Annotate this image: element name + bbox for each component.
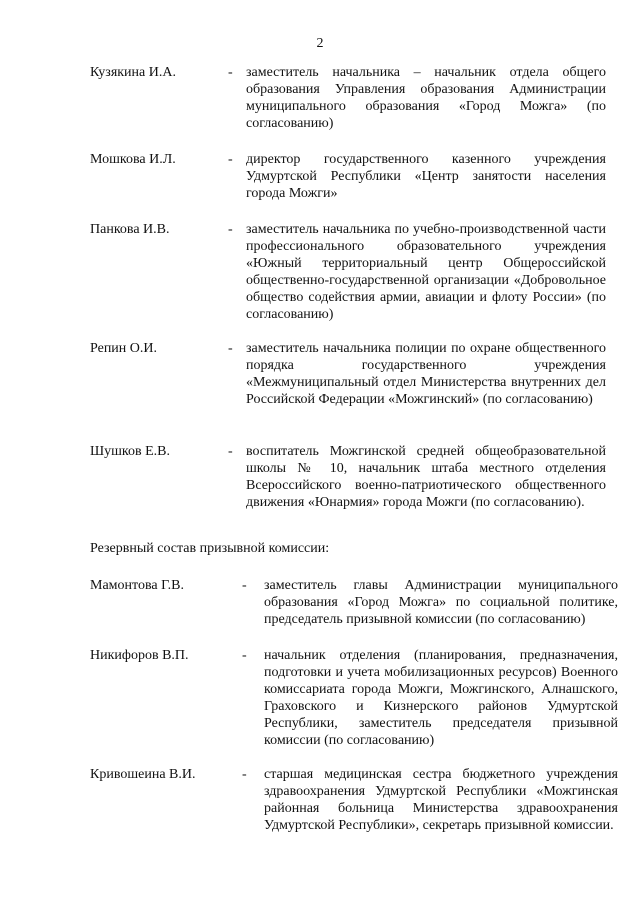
dash: - [242,767,247,782]
dash: - [228,65,233,80]
reserve-section-title: Резервный состав призывной комиссии: [90,541,330,556]
member-description: начальник отделения (планирования, предназначения, подготовки и учета мобилизационных ресурсов) Военного комиссариата города Можги, Можгинского, Алнашского, Граховского и Кизнерского районов Удмуртской Республики, заместитель председателя призывной комиссии (по согласованию) [264,648,618,748]
member-name: Кривошеина В.И. [90,767,196,782]
member-name: Мошкова И.Л. [90,152,176,167]
member-description: заместитель начальника – начальник отдела общего образования Управления образования Администрации муниципального образования «Город Можга» (по согласованию) [246,65,606,131]
member-name: Шушков Е.В. [90,444,170,459]
member-description: воспитатель Можгинской средней общеобразовательной школы № 10, начальник штаба местного отделения Всероссийского военно-патриотического общественного движения «Юнармия» города Можги (по согласованию). [246,444,606,510]
member-description: заместитель начальника полиции по охране общественного порядка государственного учреждения «Межмуниципальный отдел Министерства внутренних дел Российской Федерации «Можгинский» (по согласованию) [246,341,606,407]
dash: - [228,444,233,459]
member-description: заместитель начальника по учебно-производственной части профессионального образовательного учреждения «Южный территориальный центр Общероссийской общественно-государственной организации «Добровольное общество содействия армии, авиации и флоту России» (по согласованию) [246,222,606,322]
dash: - [228,152,233,167]
dash: - [242,578,247,593]
member-name: Панкова И.В. [90,222,170,237]
member-name: Мамонтова Г.В. [90,578,184,593]
member-name: Никифоров В.П. [90,648,189,663]
dash: - [228,341,233,356]
member-description: старшая медицинская сестра бюджетного учреждения здравоохранения Удмуртской Республики «Можгинская районная больница Министерства здравоохранения Удмуртской Республики», секретарь призывной комиссии. [264,767,618,833]
dash: - [228,222,233,237]
dash: - [242,648,247,663]
page-number: 2 [316,36,324,51]
member-name: Репин О.И. [90,341,158,356]
member-name: Кузякина И.А. [90,65,176,80]
member-description: директор государственного казенного учреждения Удмуртской Республики «Центр занятости населения города Можги» [246,152,606,201]
member-description: заместитель главы Администрации муниципального образования «Город Можга» по социальной политике, председатель призывной комиссии (по согласованию) [264,578,618,627]
